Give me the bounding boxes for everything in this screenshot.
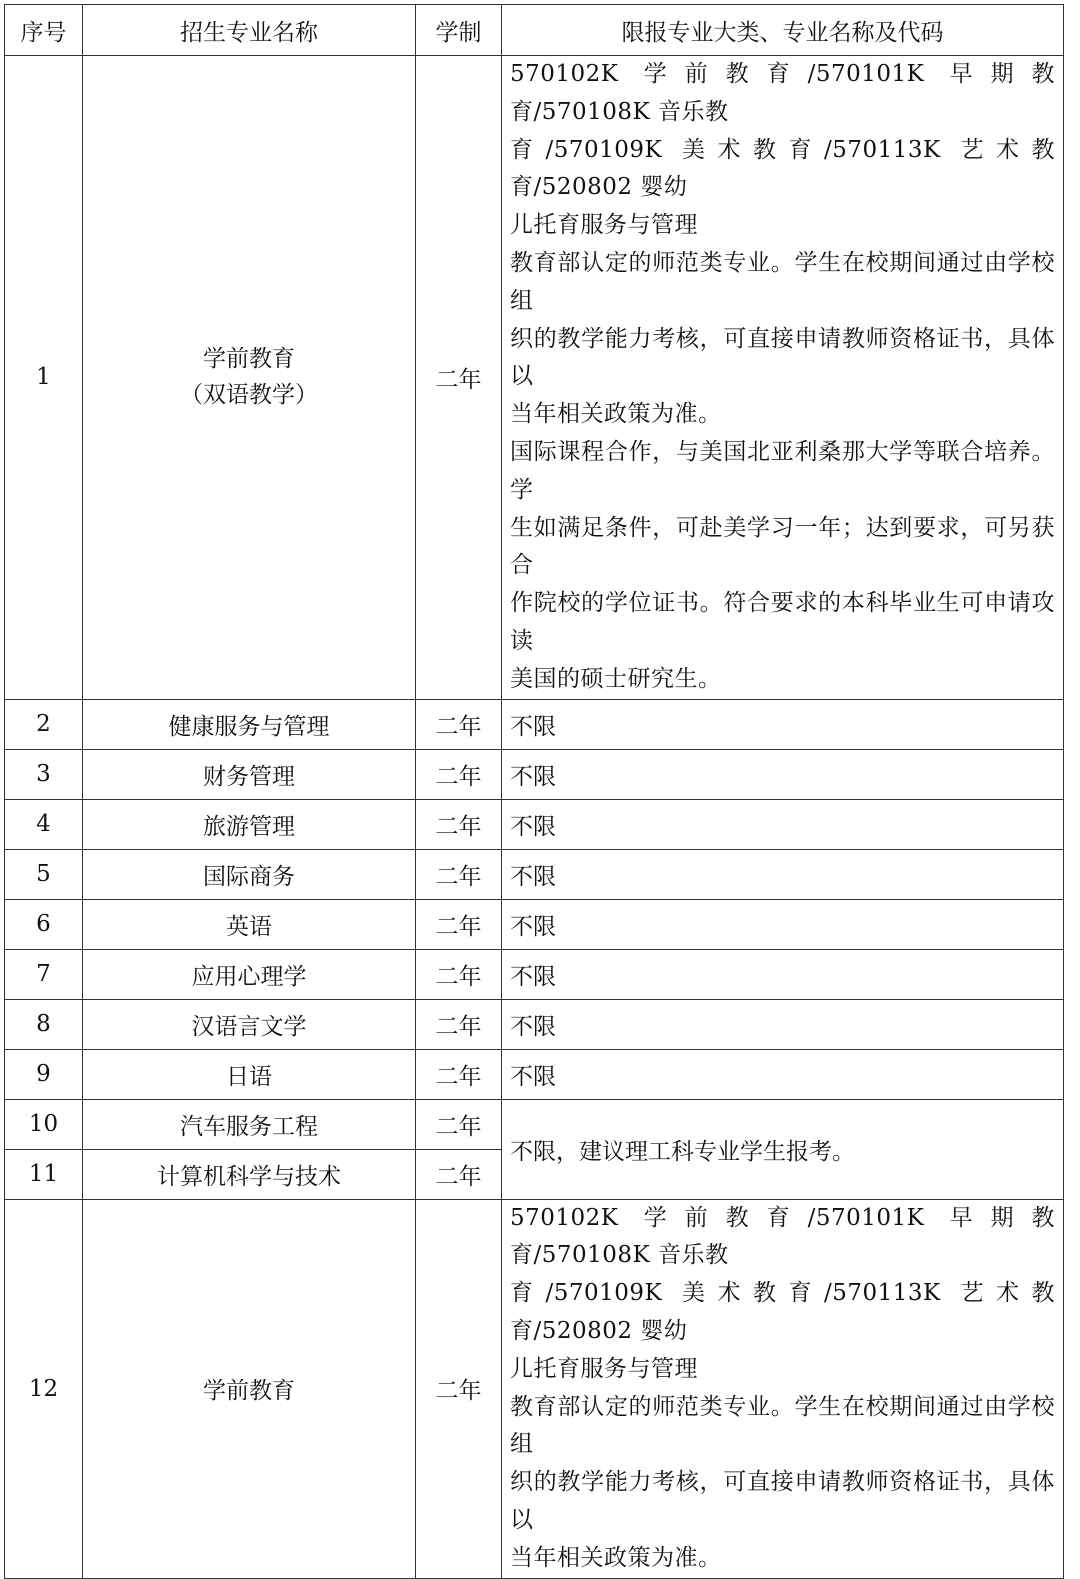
header-duration: 学制 bbox=[416, 5, 502, 56]
requirement: 不限 bbox=[502, 949, 1064, 999]
major-name: 健康服务与管理 bbox=[83, 699, 416, 749]
row-index: 2 bbox=[5, 699, 83, 749]
duration: 二年 bbox=[416, 1149, 502, 1199]
requirement-line: 570102K 学前教育/570101K 早期教育/570108K 音乐教 bbox=[510, 1204, 1055, 1269]
table-row bbox=[5, 799, 1064, 849]
table-row bbox=[5, 699, 1064, 749]
row-index: 11 bbox=[5, 1149, 83, 1199]
major-name: 旅游管理 bbox=[83, 799, 416, 849]
duration: 二年 bbox=[416, 1099, 502, 1149]
requirement-line: 育/570109K 美术教育/570113K 艺术教育/520802 婴幼 bbox=[510, 136, 1055, 201]
requirement bbox=[502, 56, 1064, 700]
major-name-note: （双语教学） bbox=[180, 382, 318, 409]
major-name: 学前教育 bbox=[83, 1199, 416, 1578]
table-row bbox=[5, 56, 1064, 700]
requirement-line: 570102K 学前教育/570101K 早期教育/570108K 音乐教 bbox=[510, 61, 1055, 125]
table-row bbox=[5, 949, 1064, 999]
requirement-line: 育/570109K 美术教育/570113K 艺术教育/520802 婴幼 bbox=[510, 1280, 1055, 1344]
requirement-line: 生如满足条件，可赴美学习一年；达到要求，可另获合 bbox=[510, 514, 1055, 579]
requirement-line: 教育部认定的师范类专业。学生在校期间通过由学校组 bbox=[510, 1393, 1055, 1458]
requirement: 不限 bbox=[502, 799, 1064, 849]
row-index: 6 bbox=[5, 899, 83, 949]
table-row bbox=[5, 1199, 1064, 1578]
requirement: 不限 bbox=[502, 1049, 1064, 1099]
requirement-line: 当年相关政策为准。 bbox=[510, 401, 722, 428]
duration: 二年 bbox=[416, 749, 502, 799]
major-name: 国际商务 bbox=[83, 849, 416, 899]
requirement: 不限 bbox=[502, 749, 1064, 799]
duration: 二年 bbox=[416, 999, 502, 1049]
requirement-merged: 不限，建议理工科专业学生报考。 bbox=[502, 1099, 1064, 1199]
duration: 二年 bbox=[416, 56, 502, 700]
header-major: 招生专业名称 bbox=[83, 5, 416, 56]
table-row bbox=[5, 1049, 1064, 1099]
requirement-line: 教育部认定的师范类专业。学生在校期间通过由学校组 bbox=[510, 249, 1055, 314]
requirement: 不限 bbox=[502, 699, 1064, 749]
row-index: 4 bbox=[5, 799, 83, 849]
major-name: 汉语言文学 bbox=[83, 999, 416, 1049]
requirement-line: 国际课程合作，与美国北亚利桑那大学等联合培养。学 bbox=[510, 438, 1055, 503]
table-row bbox=[5, 849, 1064, 899]
requirement-line: 当年相关政策为准。 bbox=[510, 1544, 722, 1571]
major-name: 日语 bbox=[83, 1049, 416, 1099]
requirement-line: 美国的硕士研究生。 bbox=[510, 665, 722, 692]
header-requirement: 限报专业大类、专业名称及代码 bbox=[502, 5, 1064, 56]
header-index: 序号 bbox=[5, 5, 83, 56]
admission-majors-table bbox=[4, 4, 1064, 1579]
requirement-line: 儿托育服务与管理 bbox=[510, 212, 698, 239]
row-index: 7 bbox=[5, 949, 83, 999]
row-index: 9 bbox=[5, 1049, 83, 1099]
requirement-line: 织的教学能力考核，可直接申请教师资格证书，具体以 bbox=[510, 325, 1055, 390]
table-row bbox=[5, 1099, 1064, 1149]
requirement-line: 织的教学能力考核，可直接申请教师资格证书，具体以 bbox=[510, 1469, 1055, 1533]
duration: 二年 bbox=[416, 949, 502, 999]
row-index: 5 bbox=[5, 849, 83, 899]
requirement bbox=[502, 1199, 1064, 1578]
requirement-line: 作院校的学位证书。符合要求的本科毕业生可申请攻读 bbox=[510, 590, 1055, 654]
row-index: 3 bbox=[5, 749, 83, 799]
duration: 二年 bbox=[416, 1049, 502, 1099]
major-name bbox=[83, 56, 416, 700]
major-name: 计算机科学与技术 bbox=[83, 1149, 416, 1199]
duration: 二年 bbox=[416, 899, 502, 949]
row-index: 8 bbox=[5, 999, 83, 1049]
table-row bbox=[5, 749, 1064, 799]
major-name-line: 学前教育 bbox=[203, 346, 295, 373]
major-name: 汽车服务工程 bbox=[83, 1099, 416, 1149]
requirement: 不限 bbox=[502, 849, 1064, 899]
duration: 二年 bbox=[416, 799, 502, 849]
major-name: 应用心理学 bbox=[83, 949, 416, 999]
requirement-line: 儿托育服务与管理 bbox=[510, 1355, 698, 1382]
table-row bbox=[5, 999, 1064, 1049]
row-index: 1 bbox=[5, 56, 83, 700]
table-row bbox=[5, 899, 1064, 949]
row-index: 10 bbox=[5, 1099, 83, 1149]
duration: 二年 bbox=[416, 699, 502, 749]
requirement: 不限 bbox=[502, 999, 1064, 1049]
major-name: 财务管理 bbox=[83, 749, 416, 799]
table-header-row bbox=[5, 5, 1064, 56]
duration: 二年 bbox=[416, 849, 502, 899]
row-index: 12 bbox=[5, 1199, 83, 1578]
requirement: 不限 bbox=[502, 899, 1064, 949]
major-name: 英语 bbox=[83, 899, 416, 949]
duration: 二年 bbox=[416, 1199, 502, 1578]
